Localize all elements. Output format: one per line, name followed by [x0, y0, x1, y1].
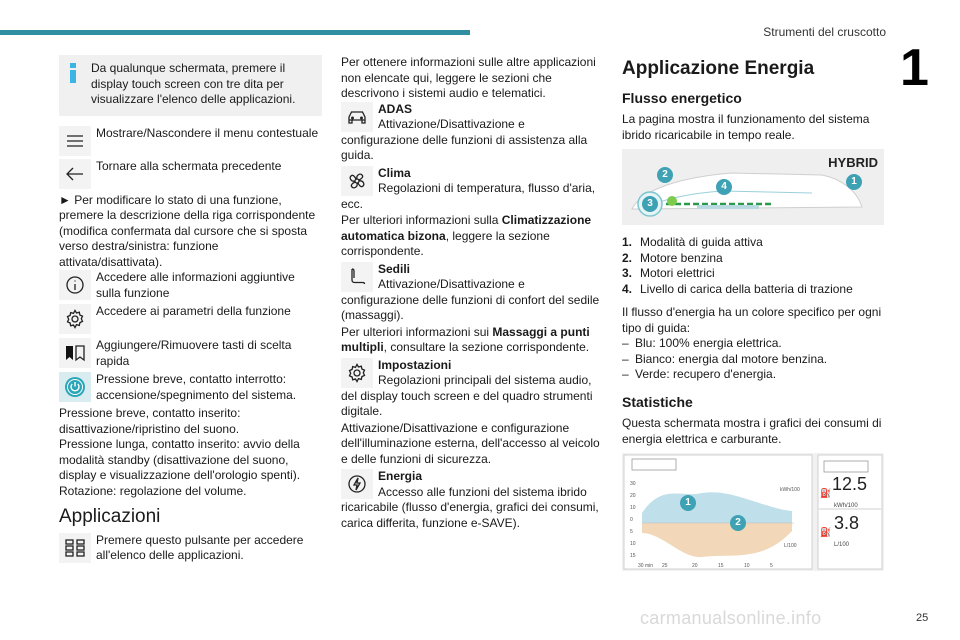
sedili-more: [341, 325, 603, 356]
list-item: [622, 251, 884, 267]
chapter-number: 1: [900, 39, 929, 97]
info-access-row: [59, 270, 322, 301]
back-row: [59, 159, 322, 189]
top-accent-bar: [0, 30, 470, 35]
impostazioni-block: [341, 358, 603, 420]
clima-more-a: Per ulteriori informazioni sulla: [341, 213, 502, 227]
column-3: [622, 55, 884, 571]
list-text: Motore benzina: [640, 250, 723, 265]
info-icon: [68, 63, 78, 83]
apps-text: Premere questo pulsante per accedere all'elenco delle applicazioni.: [96, 532, 304, 562]
column-2: [341, 55, 603, 532]
adas-title: ADAS: [378, 101, 413, 116]
settings-gear-icon[interactable]: [341, 358, 373, 388]
sedili-more-link: Massaggi a punti multipli: [341, 324, 590, 354]
page-number: 25: [916, 612, 929, 624]
power-row: [59, 372, 322, 403]
back-arrow-icon[interactable]: [59, 159, 91, 189]
chart-y-tick: 10: [630, 505, 636, 511]
sedili-block: [341, 262, 603, 324]
shortcuts-row: [59, 338, 322, 369]
flow-heading: Flusso energetico: [622, 89, 742, 106]
list-num: 1.: [622, 235, 633, 249]
badge-2: 2: [657, 167, 673, 183]
list-num: 3.: [622, 266, 633, 280]
energia-block: [341, 469, 603, 531]
chart-unit-top: kWh/100: [780, 487, 800, 493]
menu-text: Mostrare/Nascondere il menu contestuale: [96, 125, 319, 140]
list-item: [622, 336, 884, 352]
clima-more: [341, 213, 603, 260]
kwh-value: 12.5: [832, 474, 868, 494]
apps-grid-icon[interactable]: [59, 533, 91, 563]
chart-x-tick: 15: [718, 563, 724, 569]
column-1: [59, 55, 322, 567]
settings-access-text: Accedere ai parametri della funzione: [96, 304, 291, 318]
stats-heading: Statistiche: [622, 393, 693, 410]
fan-icon[interactable]: [341, 166, 373, 196]
sedili-title: Sedili: [378, 261, 411, 276]
chart-x-tick: 5: [770, 563, 773, 569]
energia-text: Accesso alle funzioni del sistema ibrido ricaricabile (flusso d'energia, grafici dei consumi, carica differita, funzione e-SAVE).: [341, 484, 599, 530]
badge-1: 1: [846, 174, 862, 190]
l-unit: L/100: [834, 542, 850, 548]
chart-x-tick: 25: [662, 563, 668, 569]
list-num: 4.: [622, 281, 633, 296]
fuel-pump-icon: ⛽: [820, 527, 832, 537]
dash-text: Blu: 100% energia elettrica.: [635, 336, 782, 350]
sedili-more-c: , consultare la sezione corrispondente.: [383, 340, 590, 354]
chart-y-tick: 5: [630, 529, 633, 535]
power-mute-text: Pressione breve, contatto inserito: disattivazione/ripristino del suono.: [59, 406, 241, 436]
list-item: [622, 352, 884, 368]
shortcuts-text: Aggiungere/Rimuovere tasti di scelta rapida: [96, 338, 292, 368]
chart-y-tick: 20: [630, 493, 636, 499]
energia-title: Energia: [378, 469, 423, 483]
change-state-text: ► Per modificare lo stato di una funzione, premere la descrizione della riga corrispondente (modifica confermata dal cursore che si sposta verso destra/sinistra: funzione attivata/disattivata).: [59, 192, 316, 269]
plug-icon: ⛽: [820, 488, 832, 498]
flow-text: La pagina mostra il funzionamento del sistema ibrido ricaricabile in tempo reale.: [622, 112, 870, 142]
list-item: [622, 367, 884, 383]
list-item: [622, 282, 884, 298]
badge-1: 1: [680, 495, 696, 511]
chart-y-tick: 30: [630, 481, 636, 487]
impostazioni-more: Attivazione/Disattivazione e configurazione dell'illuminazione esterna, dell'accesso al veicolo e delle funzioni di sicurezza.: [341, 420, 600, 466]
seat-icon[interactable]: [341, 262, 373, 292]
power-knob-icon[interactable]: [59, 372, 91, 402]
power-volume-text: Rotazione: regolazione del volume.: [59, 483, 247, 498]
clima-text: Regolazioni di temperatura, flusso d'aria, ecc.: [341, 181, 596, 211]
gear-icon[interactable]: [59, 304, 91, 334]
list-text: Livello di carica della batteria di trazione: [640, 281, 853, 296]
dash: –: [622, 351, 629, 366]
hybrid-flow-illustration: [622, 149, 884, 225]
watermark: carmanualsonline.info: [640, 608, 822, 628]
clima-block: [341, 166, 603, 213]
apps-row: [59, 533, 322, 564]
dash: –: [622, 336, 629, 350]
sedili-more-a: Per ulteriori informazioni sui: [341, 324, 493, 339]
list-item: [622, 266, 884, 282]
legend-list: [622, 235, 884, 297]
list-text: Motori elettrici: [640, 266, 715, 280]
power-text: Pressione breve, contatto interrotto: accensione/spegnimento del sistema.: [96, 372, 297, 402]
car-icon[interactable]: [341, 102, 373, 132]
info-access-text: Accedere alle informazioni aggiuntive sulla funzione: [96, 270, 295, 300]
apps-heading: Applicazioni: [59, 506, 161, 527]
bookmark-icon[interactable]: [59, 338, 91, 368]
chart-unit-bottom: L/100: [784, 543, 797, 549]
clima-title: Clima: [378, 165, 411, 180]
chart-y-tick: 10: [630, 541, 636, 547]
back-text: Tornare alla schermata precedente: [96, 158, 282, 173]
dash: –: [622, 367, 629, 381]
impostazioni-title: Impostazioni: [378, 357, 452, 372]
list-text: Modalità di guida attiva: [640, 235, 763, 249]
list-num: 2.: [622, 250, 633, 265]
chart-y-tick: 15: [630, 553, 636, 559]
menu-row: [59, 126, 322, 156]
power-standby-text: Pressione lunga, contatto inserito: avvio della modalità standby (disattivazione del suono, display e visualizzazione dell'orologio spenti).: [59, 437, 301, 482]
energy-heading: Applicazione Energia: [622, 58, 815, 79]
list-item: [622, 235, 884, 251]
consumption-chart-illustration: [622, 453, 884, 571]
chart-y-tick: 0: [630, 517, 633, 523]
hybrid-label: HYBRID: [828, 155, 878, 170]
intro-text: Per ottenere informazioni sulle altre applicazioni non elencate qui, leggere le sezioni che descrivono i sistemi audio e telematici.: [341, 55, 596, 100]
adas-block: [341, 102, 603, 164]
energy-bolt-icon[interactable]: [341, 469, 373, 499]
adas-text: Attivazione/Disattivazione e configurazione delle funzioni di assistenza alla guida.: [341, 117, 588, 162]
info-circle-icon[interactable]: [59, 270, 91, 300]
clima-more-link: Climatizzazione automatica bizona: [341, 213, 592, 243]
badge-4: 4: [716, 179, 732, 195]
info-note: [59, 55, 322, 116]
kwh-unit: kWh/100: [834, 503, 858, 509]
sedili-text: Attivazione/Disattivazione e configurazione delle funzioni di confort del sedile (massaggi).: [341, 277, 600, 322]
chart-x-tick: 30 min: [638, 563, 654, 569]
flow-color-text: Il flusso d'energia ha un colore specifico per ogni tipo di guida:: [622, 305, 882, 335]
section-title: Strumenti del cruscotto: [763, 25, 886, 39]
stats-text: Questa schermata mostra i grafici dei consumi di energia elettrica e carburante.: [622, 416, 882, 446]
info-text: Da qualunque schermata, premere il display touch screen con tre dita per visualizzare l'elenco delle applicazioni.: [91, 61, 296, 106]
impostazioni-text: Regolazioni principali del sistema audio, del display touch screen e del quadro strumenti digitale.: [341, 373, 593, 418]
hamburger-menu-icon[interactable]: [59, 126, 91, 156]
chart-x-tick: 20: [692, 563, 698, 569]
dash-text: Verde: recupero d'energia.: [635, 367, 777, 381]
dash-text: Bianco: energia dal motore benzina.: [635, 351, 828, 366]
settings-access-row: [59, 304, 322, 334]
badge-3: 3: [642, 196, 658, 212]
l-value: 3.8: [834, 513, 860, 533]
clima-more-c: , leggere la sezione corrispondente.: [341, 228, 550, 258]
badge-2: 2: [730, 515, 746, 531]
chart-x-tick: 10: [744, 563, 750, 569]
